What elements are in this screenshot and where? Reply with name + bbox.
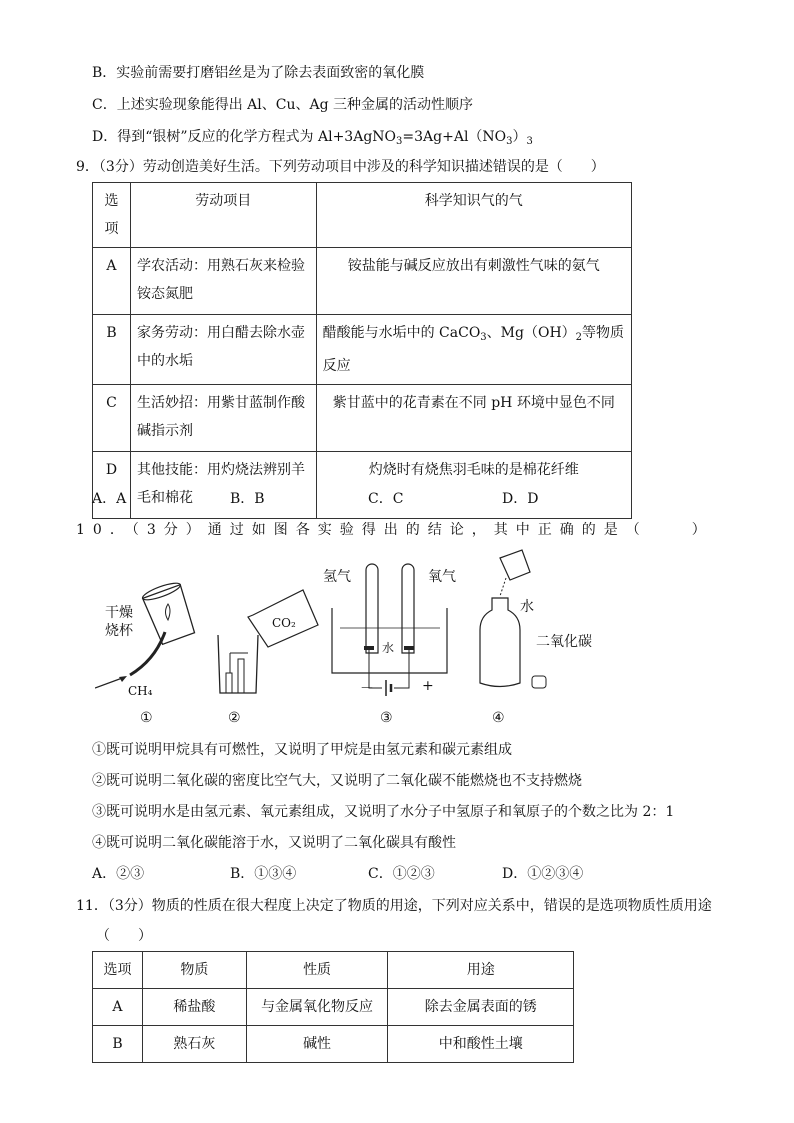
q10-choice-d: D．①②③④ [502,866,584,882]
candle-high-icon [238,659,244,693]
project-cell: 其他技能：用灼烧法辨别羊毛和棉花 [130,452,316,519]
header-cell: 选项 [93,952,143,989]
knowledge-cell: 灼烧时有烧焦羽毛味的是棉花纤维 [316,452,631,519]
label-co2: CO₂ [272,616,296,630]
q10-choice-b: B．①③④ [230,866,297,882]
option-cell: B [93,315,131,385]
q10-statement-3: ③既可说明水是由氢元素、氧元素组成，又说明了水分子中氢原子和氧原子的个数之比为 2：1 [92,804,675,820]
electrode-icon [404,646,414,650]
knowledge-cell: 紫甘蓝中的花青素在不同 pH 环境中显色不同 [316,385,631,452]
knowledge-cell: 铵盐能与碱反应放出有刺激性气味的氨气 [316,248,631,315]
hydrogen-tube-icon [366,564,378,653]
project-cell: 学农活动：用熟石灰来检验铵态氮肥 [130,248,316,315]
header-cell: 性质 [246,952,388,989]
label-hydrogen: 氢气 [323,569,351,585]
label-water: 水 [520,599,534,615]
table-cell: B [93,1026,143,1063]
q8-option-d: D．得到“银树”反应的化学方程式为 $Al+3AgNO_3=3Ag+Al(NO_3)_3$ [92,129,533,147]
q11-table [92,951,574,1063]
figure-2-co2-candles [208,575,323,710]
table-cell: 稀盐酸 [142,989,246,1026]
label-plus: + [422,678,434,694]
option-cell: D [93,452,131,519]
header-cell: 选项 [93,183,131,248]
q10-choice-c: C．①②③ [368,866,435,882]
oxygen-tube-icon [402,564,414,653]
table-header-row [93,183,632,248]
q10-statement-4: ④既可说明二氧化碳能溶于水，又说明了二氧化碳具有酸性 [92,835,456,851]
q11-stem: 11．（3分）物质的性质在很大程度上决定了物质的用途，下列对应关系中，错误的是选项物质性质用途 [76,898,712,914]
q8-option-b: B．实验前需要打磨铝丝是为了除去表面致密的氧化膜 [92,65,425,81]
option-cell: A [93,248,131,315]
bottle-cap-icon [532,676,546,688]
figure-4-co2-bottle [470,548,550,698]
table-cell: 与金属氧化物反应 [246,989,388,1026]
label-figure-4: ④ [492,710,505,726]
q9-choice-c: C．C [368,491,404,507]
candle-low-icon [226,673,232,693]
q8-option-c: C．上述实验现象能得出 Al、Cu、Ag 三种金属的活动性顺序 [92,97,473,113]
q10-stem: 10．（3分）通过如图各实验得出的结论，其中正确的是（ ） [76,522,714,538]
label-ch4: CH₄ [128,684,153,698]
label-figure-2: ② [228,710,241,726]
dry-beaker-icon [141,580,197,645]
knowledge-cell: 醋酸能与水垢中的 CaCO$_3$、$Mg(OH)_2$等物质反应 [316,315,631,385]
label-water-trough: 水 [382,641,395,655]
label-oxygen: 氧气 [428,569,456,585]
label-minus: － [360,681,374,697]
q9-choice-d: D．D [502,491,539,507]
label-carbon-dioxide: 二氧化碳 [536,634,592,650]
table-row [93,1026,574,1063]
project-cell: 家务劳动：用白醋去除水壶中的水垢 [130,315,316,385]
q10-statement-1: ①既可说明甲烷具有可燃性，又说明了甲烷是由氢元素和碳元素组成 [92,742,512,758]
table-row [93,452,632,519]
project-cell: 生活妙招：用紫甘蓝制作酸碱指示剂 [130,385,316,452]
table-row [93,989,574,1026]
plastic-bottle-icon [480,598,520,687]
header-cell: 劳动项目 [130,183,316,248]
table-row [93,248,632,315]
label-figure-1: ① [140,710,153,726]
water-stream-icon [500,578,506,596]
water-cup-icon [500,550,530,580]
q9-table [92,182,632,519]
table-cell: 中和酸性土壤 [388,1026,574,1063]
table-header-row [93,952,574,989]
table-cell: 熟石灰 [142,1026,246,1063]
q9-choice-a: A．A [92,491,127,507]
q10-statement-2: ②既可说明二氧化碳的密度比空气大，又说明了二氧化碳不能燃烧也不支持燃烧 [92,773,582,789]
table-row [93,385,632,452]
table-row [93,315,632,385]
header-cell: 科学知识气的气 [316,183,631,248]
q9-stem: 9．（3分）劳动创造美好生活。下列劳动项目中涉及的科学知识描述错误的是（ ） [76,159,605,175]
header-cell: 物质 [142,952,246,989]
q10-choice-a: A．②③ [92,866,145,882]
q11-blank: （ ） [96,928,152,944]
option-cell: C [93,385,131,452]
label-dry-beaker: 干燥 烧杯 [105,605,133,639]
wire-icon [394,650,409,688]
table-cell: 碱性 [246,1026,388,1063]
flame-icon [166,604,171,620]
q9-choice-b: B．B [230,491,265,507]
electrode-icon [364,646,374,650]
header-cell: 用途 [388,952,574,989]
table-cell: 除去金属表面的锈 [388,989,574,1026]
table-cell: A [93,989,143,1026]
label-figure-3: ③ [380,710,393,726]
